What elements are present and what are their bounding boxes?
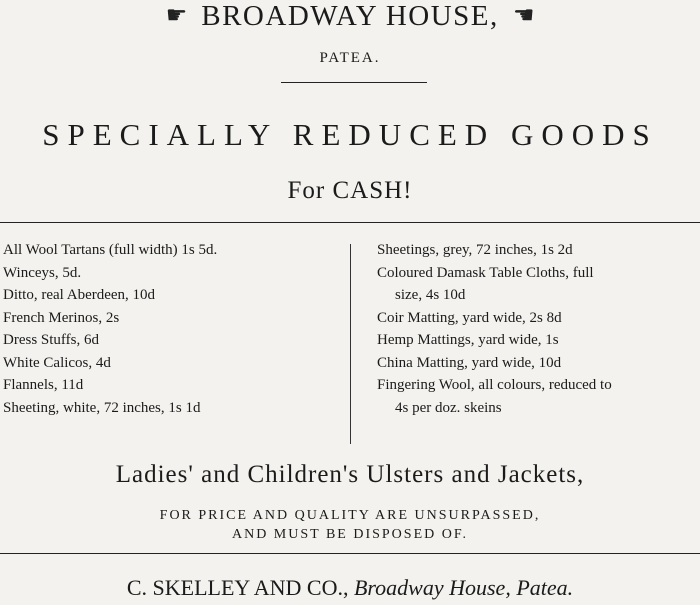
list-item: Fingering Wool, all colours, reduced to [377,377,612,393]
price-list-left [3,239,348,419]
price-list-right [377,239,700,419]
pointing-hand-right-icon: ☛ [165,3,188,29]
list-item: Dress Stuffs, 6d [3,332,99,348]
list-item: French Merinos, 2s [3,309,120,326]
list-item: Ditto, real Aberdeen, 10d [3,287,156,303]
list-item: Coir Matting, yard wide, 2s 8d [377,309,562,326]
list-item: Hemp Mattings, yard wide, 1s [377,332,559,348]
column-divider [350,244,351,444]
divider-rule [0,222,700,223]
pointing-hand-left-icon: ☛ [512,3,535,29]
ulsters-headline: Ladies' and Children's Ulsters and Jackets, [115,461,585,488]
list-item: Sheeting, white, 72 inches, 1s 1d [3,399,201,416]
list-item-continuation: size, 4s 10d [395,287,466,303]
company-address: Broadway House, Patea. [353,575,574,600]
town-name: PATEA. [319,50,381,66]
dispose-line: AND MUST BE DISPOSED OF. [231,527,469,542]
masthead [0,0,700,32]
list-item: White Calicos, 4d [3,354,111,371]
list-item: Winceys, 5d. [3,264,82,281]
footer-signature [0,575,700,601]
list-item: Sheetings, grey, 72 inches, 1s 2d [377,242,573,258]
for-cash-subheadline: For CASH! [287,177,413,204]
company-name: C. SKELLEY AND CO., [126,575,349,600]
list-item: Coloured Damask Table Cloths, full [377,264,594,281]
list-item: Flannels, 11d [3,377,84,393]
list-item-continuation: 4s per doz. skeins [395,399,502,416]
list-item: All Wool Tartans (full width) 1s 5d. [3,242,218,258]
divider-rule [0,553,700,554]
quality-line: FOR PRICE AND QUALITY ARE UNSURPASSED, [159,508,541,523]
headline: SPECIALLY REDUCED GOODS [42,117,658,152]
store-title: BROADWAY HOUSE, [201,0,499,32]
list-item: China Matting, yard wide, 10d [377,354,562,371]
divider-rule [281,82,427,83]
